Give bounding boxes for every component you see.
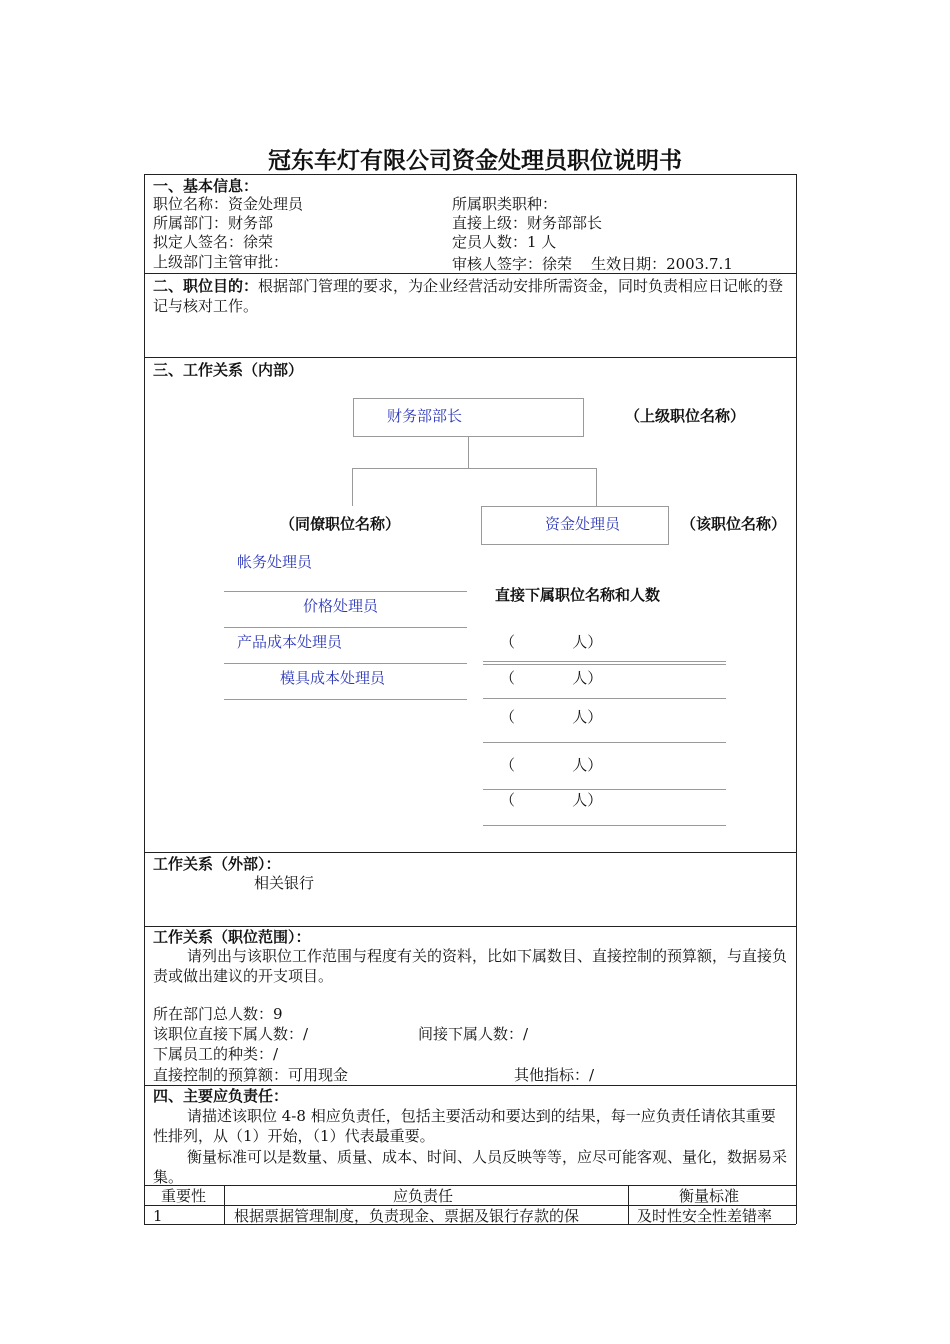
col-header-standard: 衡量标准 — [679, 1187, 740, 1205]
self-label: （该职位名称） — [681, 515, 787, 533]
peer-item: 价格处理员 — [303, 597, 379, 615]
col-header-duty: 应负责任 — [393, 1187, 454, 1205]
direct-superior: 直接上级：财务部部长 — [452, 214, 603, 232]
superior-review: 上级部门主管审批： — [153, 253, 289, 271]
connector-line — [596, 468, 597, 506]
row-importance: 1 — [153, 1207, 163, 1225]
subordinate-divider — [483, 664, 726, 665]
peer-divider — [224, 663, 467, 664]
external-value: 相关银行 — [254, 874, 315, 892]
other-indicators: 其他指标：/ — [514, 1066, 595, 1084]
superior-box-label: 财务部部长 — [387, 407, 463, 425]
measurement-instruction: 衡量标准可以是数量、质量、成本、时间、人员反映等等，应尽可能客观、量化，数据易采集。 — [153, 1148, 788, 1186]
staff-types: 下属员工的种类：/ — [153, 1045, 279, 1063]
reviewer-effective-date: 审核人签字：徐荣 生效日期：2003.7.1 — [452, 255, 733, 273]
row-divider — [144, 852, 796, 853]
row-duty: 根据票据管理制度，负责现金、票据及银行存款的保 — [234, 1207, 580, 1225]
indirect-subordinates: 间接下属人数：/ — [418, 1025, 529, 1043]
self-box-label: 资金处理员 — [545, 515, 621, 533]
responsibilities-heading: 四、主要应负责任： — [153, 1087, 289, 1105]
row-divider — [144, 1205, 796, 1206]
external-heading: 工作关系（外部）： — [153, 855, 281, 873]
peer-item: 帐务处理员 — [237, 553, 313, 571]
col-divider — [628, 1185, 629, 1224]
budget: 直接控制的预算额：可用现金 — [153, 1066, 349, 1084]
subordinate-divider — [483, 789, 726, 790]
basic-info-heading: 一、基本信息： — [153, 177, 259, 195]
purpose-heading: 二、职位目的： — [153, 277, 259, 295]
responsibilities-instruction: 请描述该职位 4-8 相应负责任，包括主要活动和要达到的结果，每一应负责任请依其重要性排列，从（1）开始，（1）代表最重要。 — [153, 1107, 776, 1145]
peer-divider — [224, 699, 467, 700]
row-standard: 及时性安全性差错率 — [637, 1207, 773, 1225]
subordinate-slot: （ 人） — [500, 669, 603, 687]
subordinate-slot: （ 人） — [500, 708, 603, 726]
page-title: 冠东车灯有限公司资金处理员职位说明书 — [268, 147, 682, 174]
table-border-top — [144, 174, 796, 175]
table-border-right — [796, 174, 797, 1224]
col-divider — [224, 1185, 225, 1224]
dept-total: 所在部门总人数：9 — [153, 1005, 283, 1023]
scope-heading: 工作关系（职位范围）： — [153, 928, 311, 946]
subordinate-divider — [483, 742, 726, 743]
headcount: 定员人数：1 人 — [452, 233, 557, 251]
position-name: 职位名称：资金处理员 — [153, 195, 304, 213]
subordinate-divider — [483, 698, 726, 699]
connector-line — [352, 468, 596, 469]
subordinate-label: 直接下属职位名称和人数 — [495, 586, 661, 604]
peer-divider — [224, 627, 467, 628]
internal-heading: 三、工作关系（内部） — [153, 361, 304, 379]
superior-label: （上级职位名称） — [625, 407, 746, 425]
peer-label: （同僚职位名称） — [280, 515, 401, 533]
peer-divider — [224, 591, 467, 592]
scope-instruction: 请列出与该职位工作范围与程度有关的资料，比如下属数目、直接控制的预算额，与直接负责或做出建议的开支项目。 — [153, 947, 788, 985]
subordinate-slot: （ 人） — [500, 791, 603, 809]
purpose-text: 根据部门管理的要求，为企业经营活动安排所需资金，同时负责相应日记帐的登记与核对工作。 — [153, 277, 784, 315]
subordinate-divider — [483, 825, 726, 826]
connector-line — [468, 436, 469, 468]
department: 所属部门：财务部 — [153, 214, 274, 232]
subordinate-slot: （ 人） — [500, 756, 603, 774]
row-divider — [144, 273, 796, 274]
row-divider — [144, 357, 796, 358]
table-border-left — [144, 174, 145, 1224]
drafter: 拟定人签名：徐荣 — [153, 233, 274, 251]
subordinate-slot: （ 人） — [500, 633, 603, 651]
row-divider — [144, 1085, 796, 1086]
purpose-paragraph — [153, 276, 789, 316]
peer-item: 模具成本处理员 — [280, 669, 386, 687]
connector-line — [352, 468, 353, 506]
subordinate-divider — [483, 661, 726, 662]
row-divider — [144, 926, 796, 927]
job-category: 所属职类职种： — [452, 195, 558, 213]
peer-item: 产品成本处理员 — [237, 633, 343, 651]
direct-subordinates: 该职位直接下属人数：/ — [153, 1025, 309, 1043]
col-header-importance: 重要性 — [161, 1187, 207, 1205]
